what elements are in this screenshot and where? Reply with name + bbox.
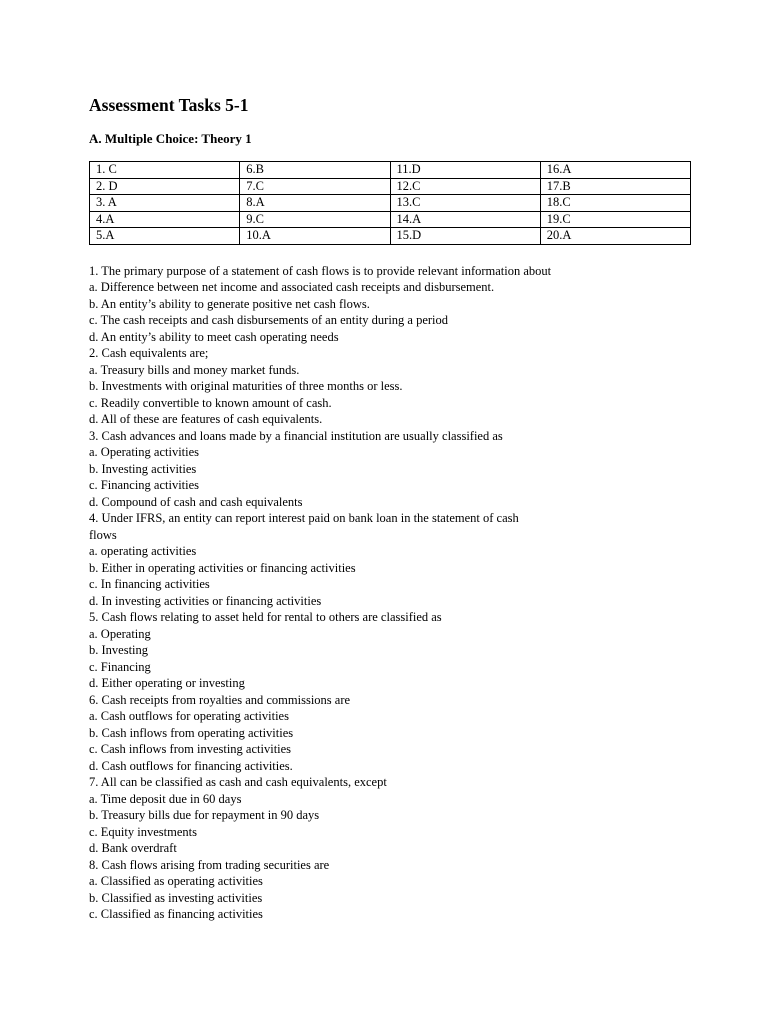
question-line: b. Investing activities [89,461,197,476]
answer-key-cell: 8.A [240,195,390,212]
answer-key-cell: 14.A [390,211,540,228]
question-line: b. Investing [89,643,149,657]
answer-key-row [90,228,691,245]
question-line: a. Treasury bills and money market funds. [89,362,300,377]
question-line: 6. Cash receipts from royalties and commissions are [89,692,351,707]
question-line: d. Bank overdraft [89,841,177,855]
answer-key-cell: 12.C [390,178,540,195]
answer-key-row [90,178,691,195]
question-line: a. Time deposit due in 60 days [89,791,242,806]
question-line: a. Difference between net income and associated cash receipts and disbursement. [89,280,495,294]
question-line: a. operating activities [89,544,197,558]
answer-key-cell: 10.A [240,228,390,245]
question-line: d. In investing activities or financing activities [89,593,322,608]
question-line: a. Operating activities [89,445,200,459]
questions-list [89,263,689,923]
answer-key-row [90,195,691,212]
question-line: b. Investments with original maturities of three months or less. [89,379,403,393]
answer-key-table [89,161,691,245]
question-line: a. Cash outflows for operating activities [89,709,289,723]
answer-key-cell: 16.A [540,162,690,179]
answer-key-cell: 4.A [90,211,240,228]
answer-key-row [90,211,691,228]
document-page [89,94,689,923]
answer-key-cell: 6.B [240,162,390,179]
question-line: 1. The primary purpose of a statement of cash flows is to provide relevant information about [89,263,552,278]
question-line: b. Either in operating activities or financing activities [89,560,356,575]
answer-key-cell: 18.C [540,195,690,212]
question-line: c. Financing [89,659,151,674]
answer-key-cell: 9.C [240,211,390,228]
question-line: b. Classified as investing activities [89,890,263,905]
question-line: c. Financing activities [89,478,200,492]
question-line: b. Treasury bills due for repayment in 90 days [89,808,320,822]
question-line: d. Either operating or investing [89,676,245,690]
question-line: d. Compound of cash and cash equivalents [89,494,303,509]
question-line: c. Cash inflows from investing activities [89,742,292,756]
answer-key-cell: 2. D [90,178,240,195]
question-line: c. Classified as financing activities [89,907,263,921]
question-line: 8. Cash flows arising from trading securities are [89,857,330,872]
question-line: d. All of these are features of cash equivalents. [89,412,323,426]
section-heading: A. Multiple Choice: Theory 1 [89,131,252,146]
page-title: Assessment Tasks 5-1 [89,95,249,115]
answer-key-cell: 7.C [240,178,390,195]
question-line: a. Classified as operating activities [89,874,263,888]
question-line: c. In financing activities [89,577,210,591]
question-line: b. An entity’s ability to generate positive net cash flows. [89,296,370,311]
answer-key-cell: 13.C [390,195,540,212]
answer-key-cell: 11.D [390,162,540,179]
question-line: 2. Cash equivalents are; [89,346,209,360]
answer-key-row [90,162,691,179]
question-line: c. The cash receipts and cash disbursements of an entity during a period [89,313,449,327]
answer-key-cell: 1. C [90,162,240,179]
answer-key-cell: 5.A [90,228,240,245]
question-line: 5. Cash flows relating to asset held for rental to others are classified as [89,610,442,624]
question-line: c. Equity investments [89,824,197,839]
answer-key-cell: 20.A [540,228,690,245]
answer-key-cell: 15.D [390,228,540,245]
question-line: flows [89,527,117,542]
answer-key-cell: 19.C [540,211,690,228]
answer-key-cell: 17.B [540,178,690,195]
question-line: 7. All can be classified as cash and cash equivalents, except [89,775,387,789]
question-line: d. Cash outflows for financing activities. [89,758,293,773]
question-line: d. An entity’s ability to meet cash operating needs [89,329,339,344]
question-line: a. Operating [89,626,151,641]
question-line: b. Cash inflows from operating activities [89,725,294,740]
question-line: c. Readily convertible to known amount of cash. [89,395,332,410]
question-line: 4. Under IFRS, an entity can report interest paid on bank loan in the statement of cash [89,511,519,525]
question-line: 3. Cash advances and loans made by a financial institution are usually classified as [89,428,503,443]
answer-key-cell: 3. A [90,195,240,212]
